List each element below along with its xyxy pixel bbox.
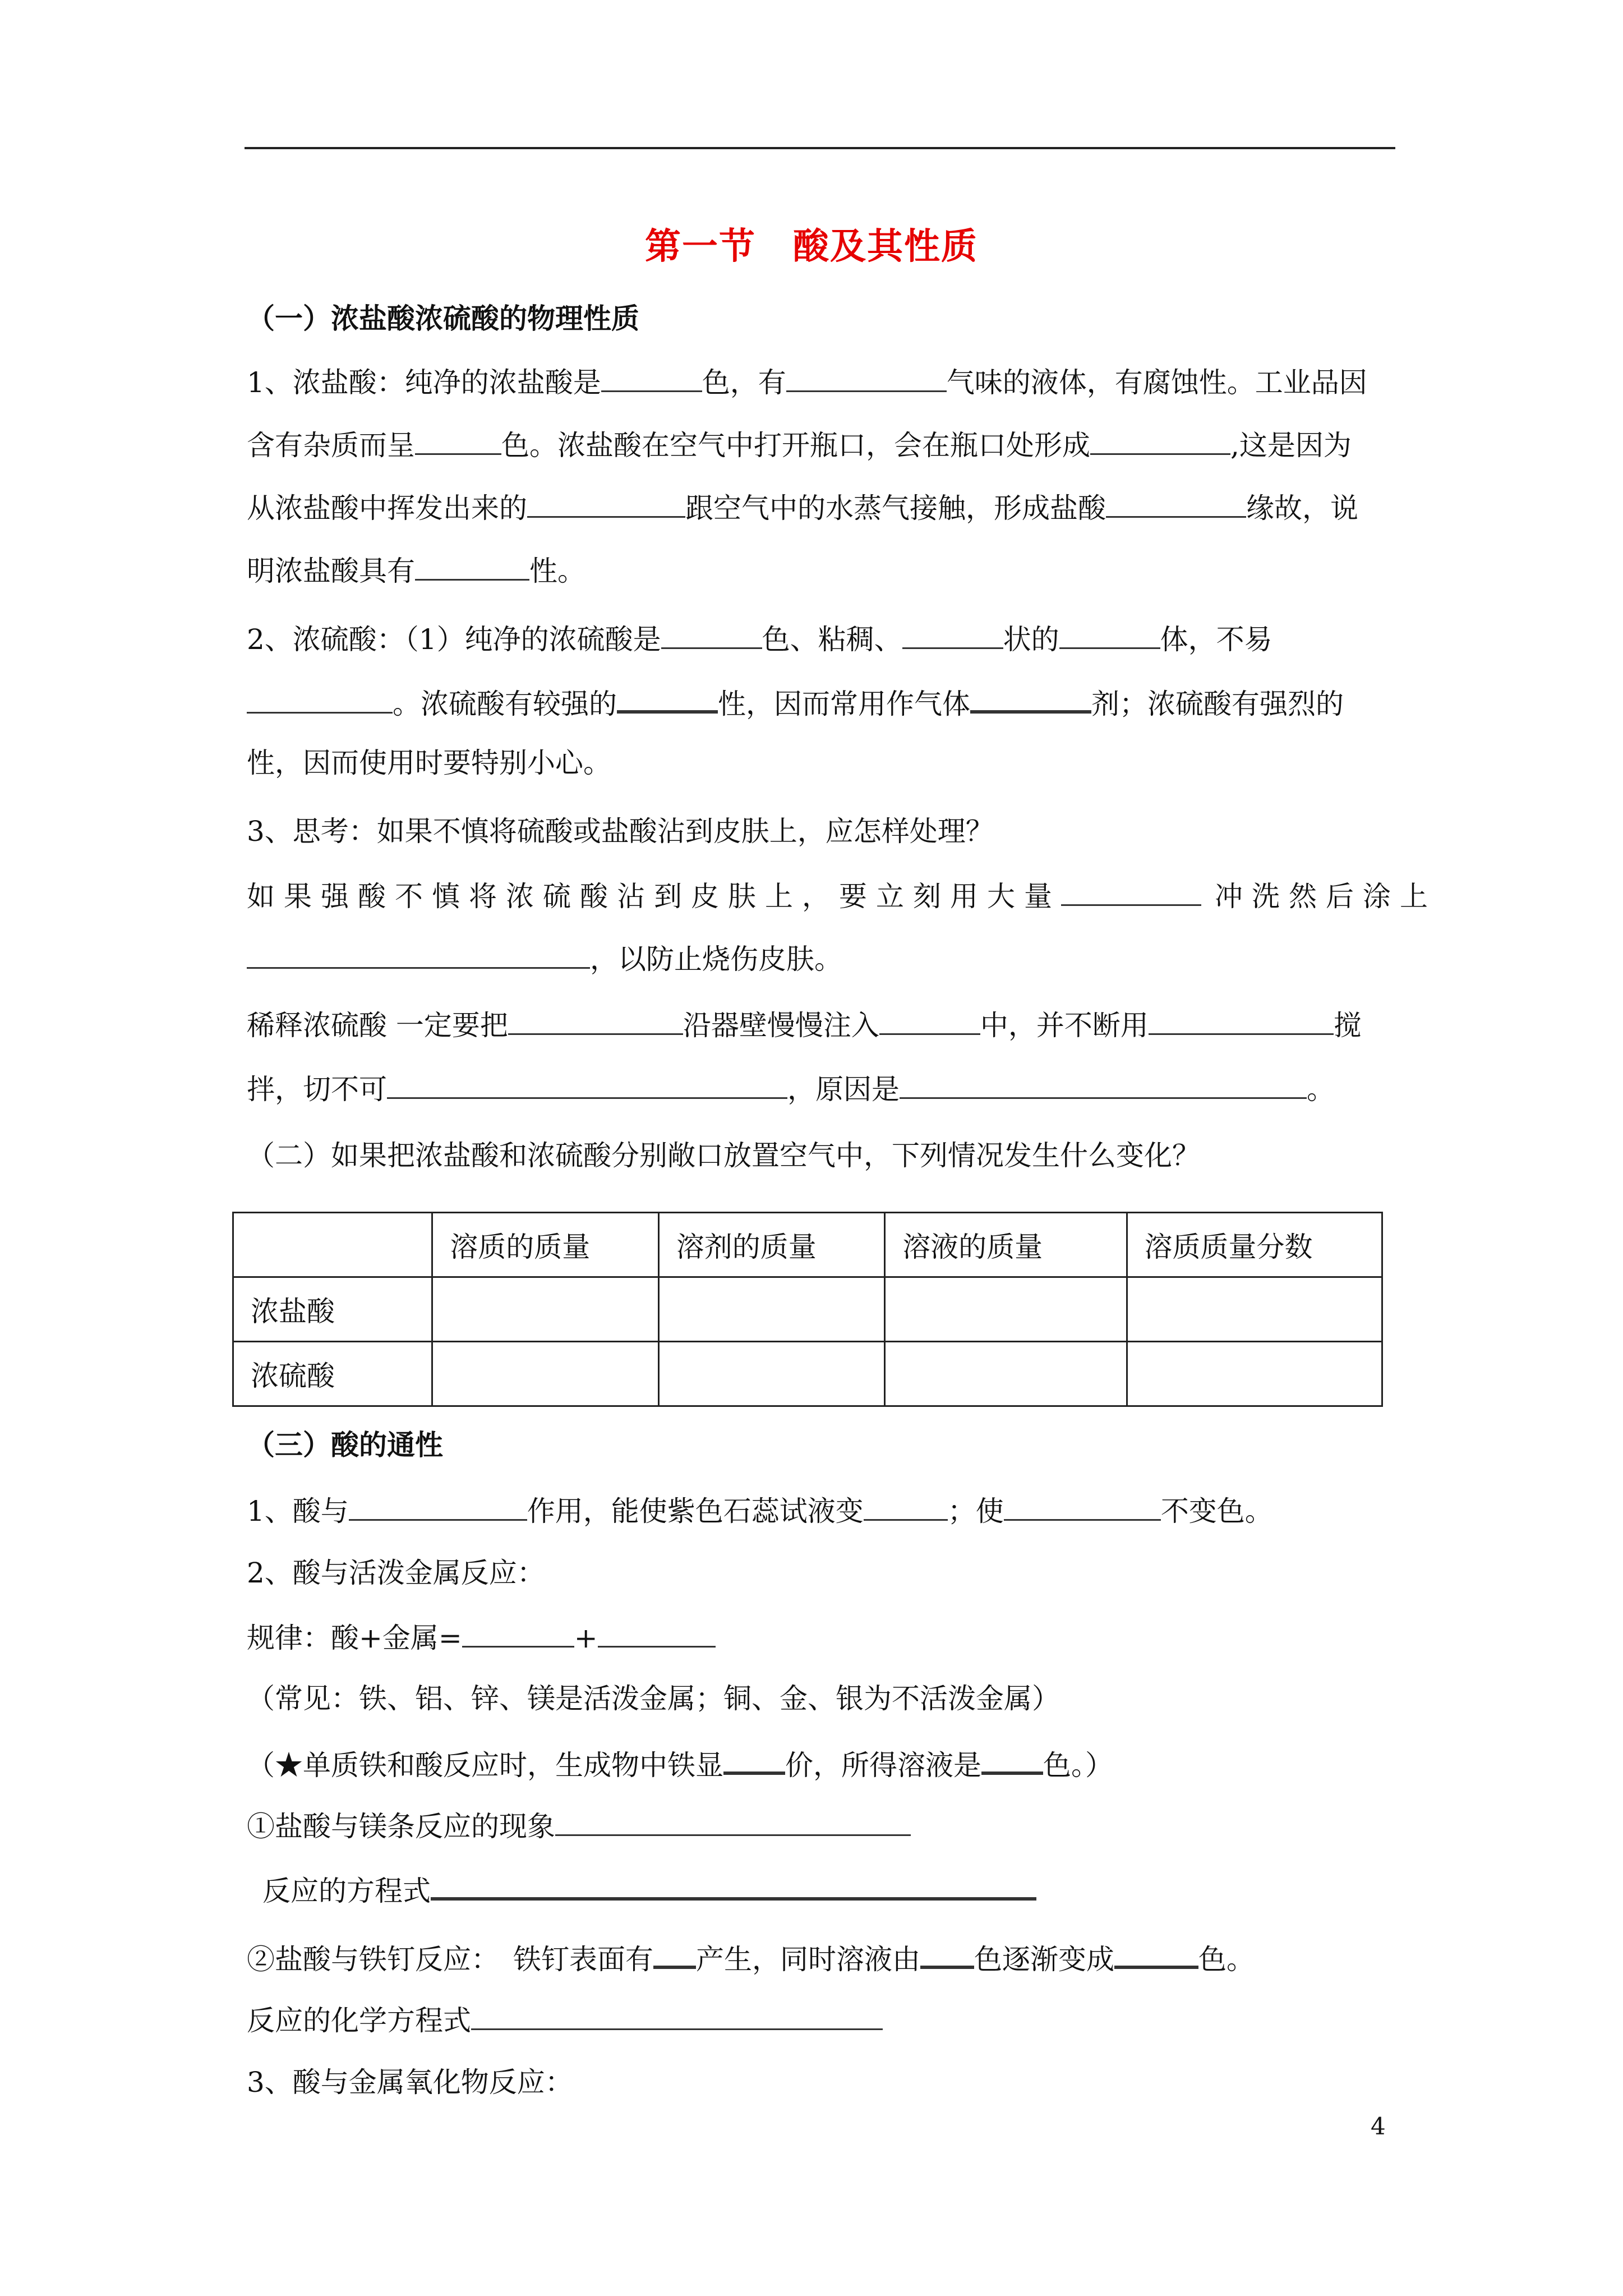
text: 规律：酸+金属= xyxy=(247,1622,462,1654)
fill-blank[interactable] xyxy=(879,1006,980,1035)
paragraph-1-line-3 xyxy=(247,489,1358,525)
text: 剂；浓硫酸有强烈的 xyxy=(1091,688,1344,720)
fill-blank[interactable] xyxy=(247,940,590,969)
table-cell[interactable] xyxy=(885,1342,1127,1406)
text: 色、粘稠、 xyxy=(762,623,902,656)
text: 色逐渐变成 xyxy=(974,1943,1114,1976)
paragraph-3-line-3 xyxy=(247,940,842,976)
row-label: 浓硫酸 xyxy=(233,1342,432,1406)
fill-blank[interactable] xyxy=(555,1807,911,1836)
fill-blank[interactable] xyxy=(349,1492,527,1521)
text: 1、酸与 xyxy=(247,1495,349,1527)
text: 缘故，说 xyxy=(1246,492,1358,524)
text: 色。浓盐酸在空气中打开瓶口，会在瓶口处形成 xyxy=(501,429,1090,462)
mg-equation xyxy=(262,1870,1036,1908)
text: ①盐酸与镁条反应的现象 xyxy=(247,1810,555,1843)
text: 拌，切不可 xyxy=(247,1073,387,1106)
change-table xyxy=(232,1212,1383,1407)
text: 含有杂质而呈 xyxy=(247,429,415,462)
fill-blank[interactable] xyxy=(786,364,947,392)
text: ，原因是 xyxy=(787,1073,900,1106)
text: 作用，能使紫色石蕊试液变 xyxy=(527,1495,864,1527)
text: 沿器壁慢慢注入 xyxy=(683,1009,879,1042)
text: 色。 xyxy=(1198,1943,1255,1976)
text: 反应的方程式 xyxy=(262,1875,431,1907)
row-label: 浓盐酸 xyxy=(233,1277,432,1342)
fill-blank[interactable] xyxy=(431,1870,1036,1901)
table-row xyxy=(233,1277,1382,1342)
fill-blank[interactable] xyxy=(598,1619,716,1648)
table-cell[interactable] xyxy=(658,1277,884,1342)
fill-blank[interactable] xyxy=(247,685,393,714)
fill-blank[interactable] xyxy=(387,1070,787,1099)
text: ，以防止烧伤皮肤。 xyxy=(590,943,842,976)
general-2: 2、酸与活泼金属反应： xyxy=(247,1557,545,1589)
table-row xyxy=(233,1342,1382,1406)
text: 色。） xyxy=(1043,1749,1113,1782)
fill-blank[interactable] xyxy=(920,1939,974,1969)
text: 明浓盐酸具有 xyxy=(247,555,415,587)
table-cell[interactable] xyxy=(432,1342,658,1406)
text: 2、浓硫酸：（1）纯净的浓硫酸是 xyxy=(247,623,661,656)
fill-blank[interactable] xyxy=(902,620,1003,649)
page-title: 第一节 酸及其性质 xyxy=(645,226,978,268)
header-rule xyxy=(245,147,1395,149)
paragraph-4-line-1 xyxy=(247,1006,1362,1042)
fill-blank[interactable] xyxy=(1061,877,1201,906)
paragraph-3-line-1: 3、思考：如果不慎将硫酸或盐酸沾到皮肤上，应怎样处理？ xyxy=(247,815,994,848)
common-metals-note: （常见：铁、铝、锌、镁是活泼金属；铜、金、银为不活泼金属） xyxy=(247,1682,1060,1715)
text: 价，所得溶液是 xyxy=(785,1749,981,1782)
section-heading-1: （一）浓盐酸浓硫酸的物理性质 xyxy=(247,302,639,335)
text: 从浓盐酸中挥发出来的 xyxy=(247,492,527,524)
text: 产生，同时溶液由 xyxy=(696,1943,920,1976)
text: 性。 xyxy=(529,555,585,587)
fill-blank[interactable] xyxy=(601,364,702,392)
text: ②盐酸与铁钉反应： 铁钉表面有 xyxy=(247,1943,653,1976)
fill-blank[interactable] xyxy=(970,683,1091,714)
table-header-cell: 溶质的质量 xyxy=(432,1213,658,1277)
fill-blank[interactable] xyxy=(1114,1939,1198,1969)
table-cell[interactable] xyxy=(885,1277,1127,1342)
text: 不变色。 xyxy=(1160,1495,1273,1527)
table-header-cell: 溶剂的质量 xyxy=(658,1213,884,1277)
text: 中，并不断用 xyxy=(980,1009,1149,1042)
fill-blank[interactable] xyxy=(864,1492,948,1521)
text: 。浓硫酸有较强的 xyxy=(393,688,617,720)
fe-reaction xyxy=(247,1939,1255,1976)
text: 稀释浓硫酸 一定要把 xyxy=(247,1009,508,1042)
table-cell[interactable] xyxy=(1127,1277,1382,1342)
text: 气味的液体，有腐蚀性。工业品因 xyxy=(946,366,1367,399)
fill-blank[interactable] xyxy=(1004,1492,1161,1521)
table-header-row xyxy=(233,1213,1382,1277)
text: 体，不易 xyxy=(1160,623,1272,656)
text: 性，因而常用作气体 xyxy=(718,688,970,720)
paragraph-4-line-2 xyxy=(247,1070,1335,1106)
text: 。 xyxy=(1307,1073,1335,1106)
paragraph-1-line-1 xyxy=(247,364,1367,399)
text: ；使 xyxy=(947,1495,1004,1527)
paragraph-3-line-2 xyxy=(247,877,1437,913)
text: 搅 xyxy=(1333,1009,1362,1042)
table-cell[interactable] xyxy=(658,1342,884,1406)
table-header-cell: 溶液的质量 xyxy=(885,1213,1127,1277)
fill-blank[interactable] xyxy=(617,683,718,714)
table-cell[interactable] xyxy=(1127,1342,1382,1406)
rule-line xyxy=(247,1619,716,1655)
fill-blank[interactable] xyxy=(1149,1006,1334,1035)
fe-equation xyxy=(247,2001,883,2037)
fill-blank[interactable] xyxy=(981,1745,1043,1775)
table-header-cell xyxy=(233,1213,432,1277)
general-1 xyxy=(247,1492,1273,1528)
star-note xyxy=(247,1745,1113,1782)
table-cell[interactable] xyxy=(432,1277,658,1342)
section-heading-2: （二）如果把浓盐酸和浓硫酸分别敞口放置空气中，下列情况发生什么变化？ xyxy=(247,1139,1200,1172)
text: 状的 xyxy=(1003,623,1059,656)
fill-blank[interactable] xyxy=(508,1006,683,1035)
paragraph-2-line-3: 性，因而使用时要特别小心。 xyxy=(247,747,611,779)
mg-phenomenon xyxy=(247,1807,911,1843)
fill-blank[interactable] xyxy=(1090,426,1230,455)
table-header-cell: 溶质质量分数 xyxy=(1127,1213,1382,1277)
paragraph-2-line-1 xyxy=(247,620,1272,656)
fill-blank[interactable] xyxy=(1106,489,1246,518)
text: 色，有 xyxy=(702,366,786,399)
text: 冲洗然后涂上 xyxy=(1215,880,1437,913)
fill-blank[interactable] xyxy=(1059,620,1160,649)
section-heading-3: （三）酸的通性 xyxy=(247,1428,443,1461)
text: 跟空气中的水蒸气接触，形成盐酸 xyxy=(685,492,1106,524)
text: （★单质铁和酸反应时，生成物中铁显 xyxy=(247,1749,723,1782)
text: ,这是因为 xyxy=(1230,429,1352,462)
fill-blank[interactable] xyxy=(415,426,501,455)
page-number: 4 xyxy=(1371,2113,1386,2140)
fill-blank[interactable] xyxy=(900,1070,1307,1099)
fill-blank[interactable] xyxy=(471,2001,883,2030)
fill-blank[interactable] xyxy=(462,1619,574,1648)
general-3: 3、酸与金属氧化物反应： xyxy=(247,2066,573,2099)
fill-blank[interactable] xyxy=(653,1939,696,1969)
paragraph-1-line-2 xyxy=(247,426,1352,462)
fill-blank[interactable] xyxy=(661,620,762,649)
text: 如果强酸不慎将浓硫酸沾到皮肤上，要立刻用大量 xyxy=(247,880,1061,913)
fill-blank[interactable] xyxy=(415,552,529,581)
text: 反应的化学方程式 xyxy=(247,2004,471,2037)
fill-blank[interactable] xyxy=(527,489,685,518)
paragraph-1-line-4 xyxy=(247,552,585,588)
text: + xyxy=(574,1622,598,1654)
paragraph-2-line-2 xyxy=(247,683,1344,721)
fill-blank[interactable] xyxy=(723,1745,785,1775)
text: 1、浓盐酸：纯净的浓盐酸是 xyxy=(247,366,601,399)
